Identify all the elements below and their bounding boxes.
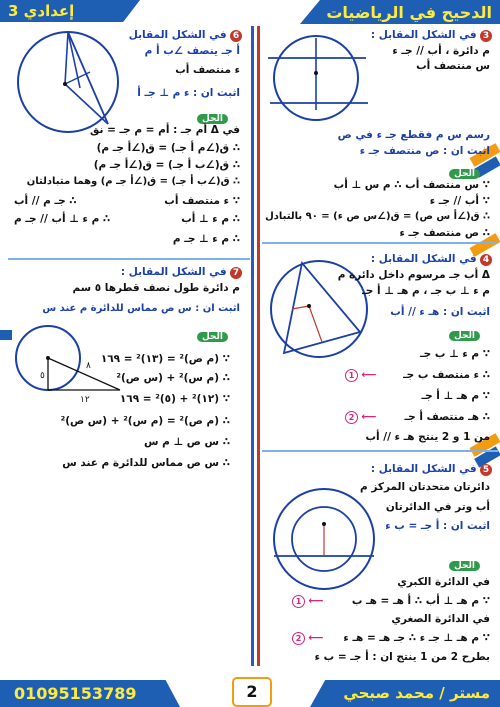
- problem7-side-12: ١٢: [80, 395, 90, 405]
- problem-number-badge: 4: [480, 254, 492, 266]
- problem7-step-3: ∵ (١٢)² + (٥)² = ١٦٩: [119, 393, 230, 405]
- page-title: الدحيح في الرياضيات: [326, 3, 492, 22]
- problem6-step-7: ∴ م ء ⊥ جـ م: [172, 233, 240, 245]
- grade-label: 3 إعدادي: [8, 2, 75, 20]
- problem6-step-3: ∴ ق(∠ب أ جـ) = ق(∠أ جـ م) وهما متبادلتان: [26, 176, 240, 187]
- problem4-header: [371, 252, 492, 266]
- problem3-title: في الشكل المقابل :: [370, 29, 477, 41]
- problem3-prove: اثبت ان : ص منتصف جـ ء: [359, 145, 490, 157]
- problem6-given-1: أ جـ ينصف ∠ب أ م: [144, 45, 240, 57]
- problem3-step-3: ∴ ق(∠أ س ص) = ق(∠س ص ء) = ٩٠ بالتبادل: [265, 211, 490, 222]
- solution-label: الحل: [449, 331, 480, 341]
- problem3-step-2: ∵ أب // جـ ء: [429, 195, 490, 207]
- problem4-step-4: ∴ هـ منتصف أ جـ: [404, 411, 490, 423]
- problem3-figure: [266, 28, 374, 128]
- problem6-header: [129, 28, 242, 42]
- problem5-step-2: ∵ م هـ ⊥ أب ∴ أ هـ = هـ ب: [351, 595, 490, 607]
- problem6-figure: [10, 28, 128, 136]
- problem5-mark-1: 1 ⟵: [292, 594, 323, 608]
- column-divider: [257, 26, 260, 666]
- solution-label: الحل: [197, 332, 228, 342]
- problem7-given-1: م دائرة طول نصف قطرها ٥ سم: [72, 282, 240, 294]
- problem5-mark-2: 2 ⟵: [292, 631, 323, 645]
- problem5-prove: اثبت ان : أ جـ = ب ء: [385, 520, 490, 532]
- section-divider: [262, 242, 498, 244]
- problem5-header: [371, 462, 492, 476]
- problem4-step-3: ∵ م هـ ⊥ أ جـ: [421, 390, 490, 402]
- problem6-given-2: ء منتصف أب: [175, 64, 240, 76]
- problem3-given-3: رسم س م فقطع جـ ء في ص: [337, 129, 490, 141]
- problem-number-badge: 3: [480, 30, 492, 42]
- problem-number-badge: 5: [480, 464, 492, 476]
- problem3-given-1: م دائرة ، أب // جـ ء: [392, 45, 490, 57]
- author-name: مستر / محمد صبحي: [343, 684, 490, 702]
- problem3-step-4: ∴ ص منتصف جـ ء: [399, 227, 490, 239]
- problem4-step-5: من 1 و 2 ينتج هـ ء // أب: [365, 431, 490, 443]
- problem5-solution-badge: [449, 553, 480, 572]
- problem7-step-2: ∴ (م س)² + (س ص)²: [116, 372, 230, 384]
- problem6-step-4: ∵ ء منتصف أب: [164, 195, 240, 207]
- problem4-step-1: ∵ م ء ⊥ ب جـ: [420, 348, 490, 360]
- page-number: 2: [232, 677, 272, 707]
- problem5-step-1: في الدائرة الكبري: [397, 576, 490, 588]
- problem7-header: [121, 265, 242, 279]
- problem6-step-8: ∴ م ء ⊥ أب // جـ م: [14, 213, 111, 225]
- problem7-prove: اثبت ان : س ص مماس للدائرة م عند س: [42, 303, 240, 314]
- problem5-given-1: دائرتان متحدتان المركز م: [360, 481, 490, 493]
- problem3-header: [371, 28, 492, 42]
- problem4-given-2: م ء ⊥ ب جـ ، م هـ ⊥ أ جـ: [362, 285, 490, 297]
- phone-number: 01095153789: [14, 684, 137, 703]
- problem5-step-5: بطرح 2 من 1 ينتج ان : أ جـ = ب ء: [314, 651, 490, 663]
- problem7-side-8: ٨: [86, 361, 91, 371]
- problem-number-badge: 6: [230, 30, 242, 42]
- problem6-step-2: ∴ ق(∠ب أ جـ) = ق(∠أ جـ م): [93, 159, 240, 171]
- problem5-step-4: ∵ م هـ ⊥ جـ ء ∴ جـ هـ = هـ ء: [343, 632, 490, 644]
- problem7-step-1: ∵ (م ص)² = (١٣)² = ١٦٩: [100, 353, 230, 365]
- section-divider: [8, 258, 250, 260]
- problem4-title: في الشكل المقابل :: [370, 253, 477, 265]
- problem7-step-6: ∴ س ص مماس للدائرة م عند س: [62, 457, 230, 469]
- problem5-step-3: في الدائرة الصغري: [391, 613, 490, 625]
- problem5-figure: [266, 484, 382, 594]
- problem6-step-5: ∴ جـ م // أب: [14, 195, 77, 207]
- problem6-step-0: في Δ أم جـ : أم = م جـ = نق: [90, 124, 240, 136]
- solution-label: الحل: [197, 114, 228, 124]
- problem6-step-6: ∴ م ء ⊥ أب: [181, 213, 240, 225]
- column-divider: [251, 26, 254, 666]
- problem3-given-2: س منتصف أب: [416, 60, 490, 72]
- problem4-mark-1: 1 ⟵: [345, 368, 376, 382]
- problem6-prove: اثبت ان : ء م ⊥ جـ أ: [137, 87, 240, 99]
- problem5-title: في الشكل المقابل :: [370, 463, 477, 475]
- problem4-solution-badge: [449, 323, 480, 342]
- section-divider: [262, 450, 498, 452]
- problem4-mark-2: 2 ⟵: [345, 410, 376, 424]
- problem4-prove: اثبت ان : هـ ء // أب: [390, 306, 490, 318]
- problem6-step-1: ∴ ق(∠م أ جـ) = ق(∠أ جـ م): [96, 142, 240, 154]
- problem7-solution-badge: [197, 324, 228, 343]
- solution-label: الحل: [449, 169, 480, 179]
- problem7-step-5: ∴ س ص ⊥ م س: [144, 436, 230, 448]
- problem7-side-5: ٥: [40, 371, 45, 381]
- problem3-step-1: ∵ س منتصف أب ∴ م س ⊥ أب: [333, 179, 490, 191]
- problem7-step-4: ∴ (م ص)² = (م س)² + (س ص)²: [60, 415, 230, 427]
- problem-number-badge: 7: [230, 267, 242, 279]
- solution-label: الحل: [449, 561, 480, 571]
- problem7-title: في الشكل المقابل :: [120, 266, 227, 278]
- problem4-given-1: Δ أب جـ مرسوم داخل دائرة م: [337, 269, 490, 281]
- problem6-title: في الشكل المقابل: [128, 29, 227, 41]
- problem4-step-2: ∴ ء منتصف ب جـ: [403, 369, 490, 381]
- problem5-given-2: أب وتر في الدائرتان: [385, 501, 490, 513]
